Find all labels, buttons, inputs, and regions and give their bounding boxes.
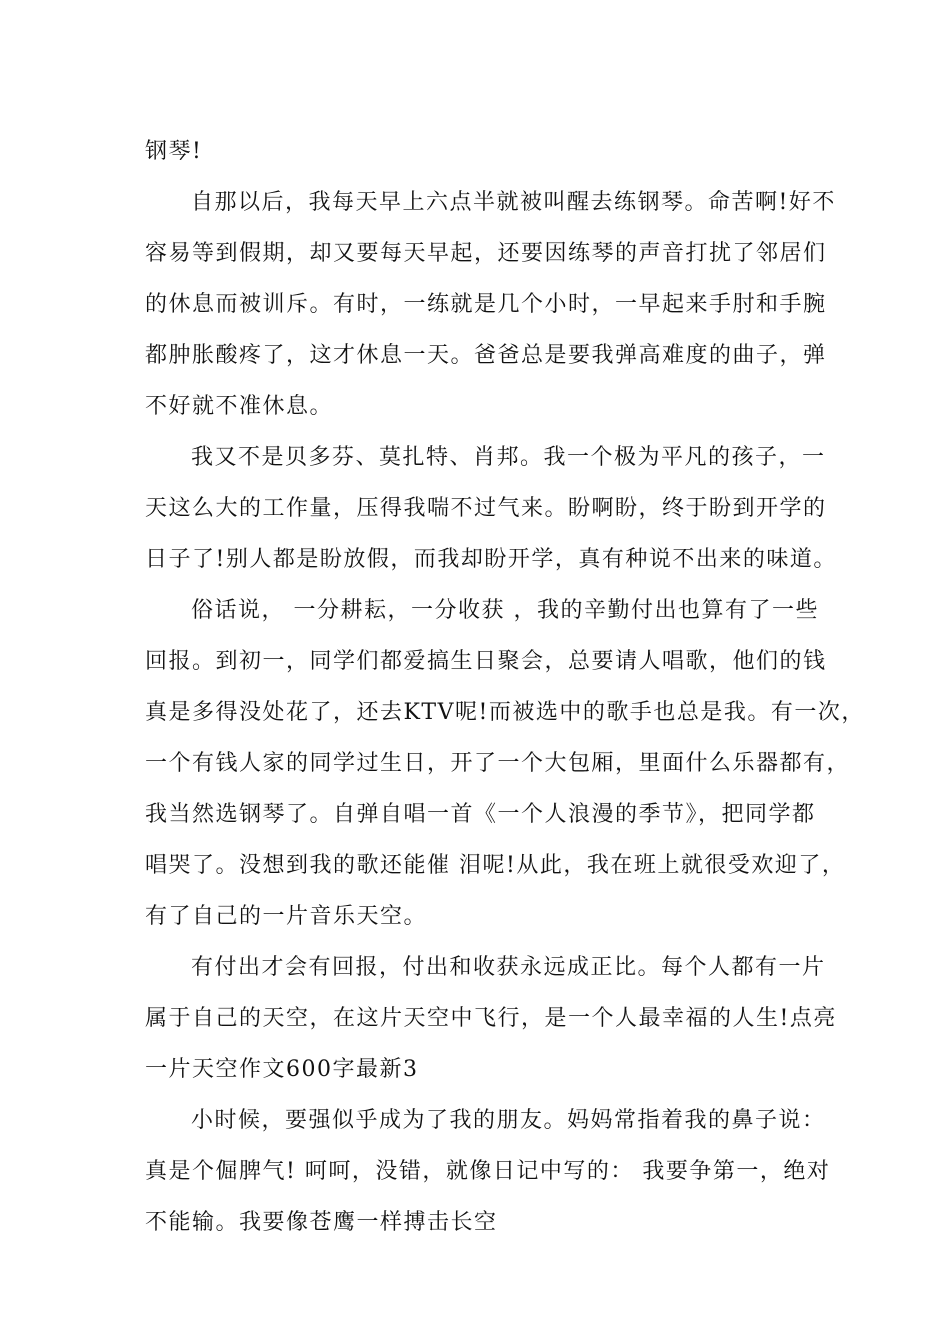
text-line: 真是个倔脾气! 呵呵，没错，就像日记中写的： 我要争第一，绝对 xyxy=(145,1159,831,1184)
paragraph-2 xyxy=(145,177,836,432)
document-body xyxy=(145,126,865,1248)
text-line: 唱哭了。没想到我的歌还能催 泪呢!从此，我在班上就很受欢迎了， xyxy=(145,853,846,878)
paragraph-4 xyxy=(145,585,865,942)
text-line: 都肿胀酸疼了，这才休息一天。爸爸总是要我弹高难度的曲子，弹 xyxy=(145,343,827,368)
paragraph-6 xyxy=(145,1095,831,1248)
text-line: 天这么大的工作量，压得我喘不过气来。盼啊盼，终于盼到开学的 xyxy=(145,496,827,521)
text-line: 钢琴! xyxy=(145,139,203,164)
text-line: 日子了!别人都是盼放假，而我却盼开学，真有种说不出来的味道。 xyxy=(145,547,837,572)
text-line: 有付出才会有回报，付出和收获永远成正比。每个人都有一片 xyxy=(191,955,826,980)
text-line: 自那以后，我每天早上六点半就被叫醒去练钢琴。命苦啊!好不 xyxy=(191,190,836,215)
paragraph-3 xyxy=(145,432,837,585)
paragraph-1 xyxy=(145,126,825,177)
text-line: 容易等到假期，却又要每天早起，还要因练琴的声音打扰了邻居们 xyxy=(145,241,827,266)
text-line: 我当然选钢琴了。自弹自唱一首《一个人浪漫的季节》，把同学都 xyxy=(145,802,816,827)
text-line: 有了自己的一片音乐天空。 xyxy=(145,904,428,929)
text-line: 不能输。我要像苍鹰一样搏击长空 xyxy=(145,1210,498,1235)
text-line: 的休息而被训斥。有时，一练就是几个小时，一早起来手肘和手腕 xyxy=(145,292,827,317)
paragraph-5 xyxy=(145,942,837,1095)
text-line: 回报。到初一，同学们都爱搞生日聚会，总要请人唱歌，他们的钱 xyxy=(145,649,827,674)
text-line: 俗话说， 一分耕耘，一分收获 ，我的辛勤付出也算有了一些 xyxy=(191,598,819,623)
text-line: 我又不是贝多芬、莫扎特、肖邦。我一个极为平凡的孩子，一 xyxy=(191,445,826,470)
text-line: 小时候，要强似乎成为了我的朋友。妈妈常指着我的鼻子说： xyxy=(191,1108,826,1133)
text-line: 一个有钱人家的同学过生日，开了一个大包厢，里面什么乐器都有， xyxy=(145,751,851,776)
text-line: 属于自己的天空，在这片天空中飞行，是一个人最幸福的人生!点亮 xyxy=(145,1006,837,1031)
text-line: 不好就不准休息。 xyxy=(145,394,334,419)
text-line: 一片天空作文600字最新3 xyxy=(145,1057,419,1082)
text-line: 真是多得没处花了，还去KTV呢!而被选中的歌手也总是我。有一次， xyxy=(145,700,865,725)
